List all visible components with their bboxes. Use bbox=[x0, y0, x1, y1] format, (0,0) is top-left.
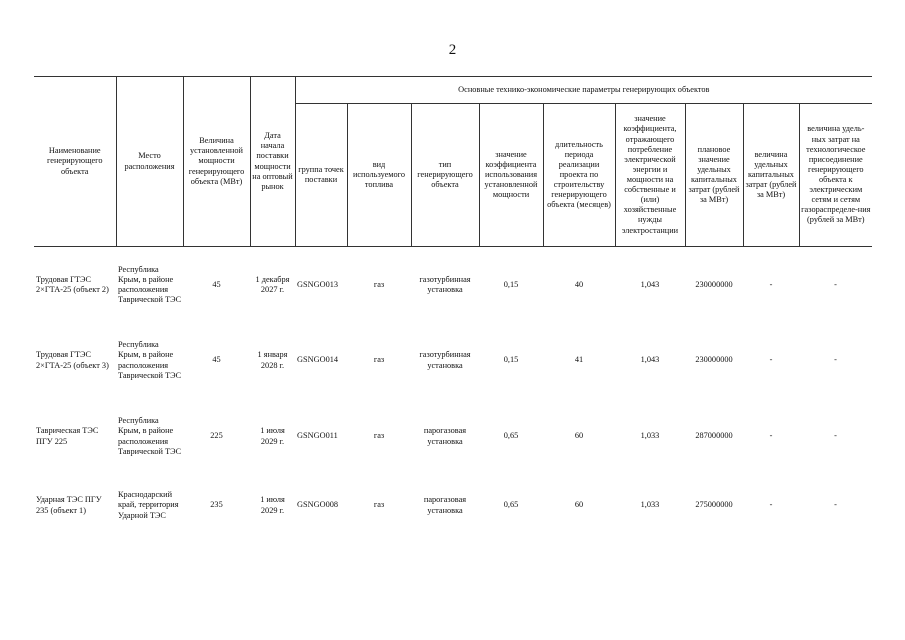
cell-duration: 40 bbox=[574, 279, 584, 289]
cell-location: Республика Крым, в районе расположения Таврической ТЭС bbox=[118, 264, 182, 304]
cell-name: Ударная ТЭС ПГУ 235 (объект 1) bbox=[36, 495, 102, 515]
cell-utilization: 0,15 bbox=[503, 279, 519, 289]
cell-coef-aux: 1,043 bbox=[640, 279, 660, 289]
cell-capacity: 225 bbox=[210, 431, 223, 441]
col-header-planned-costs: плановое значение удельных капитальных затрат (рублей за МВт) bbox=[685, 104, 743, 247]
cell-start-date: 1 июля 2029 г. bbox=[260, 495, 285, 515]
page-number: 2 bbox=[448, 42, 457, 58]
cell-utilization: 0,65 bbox=[503, 500, 519, 510]
col-header-start-date: Дата начала поставки мощности на оптовый рынок bbox=[250, 77, 295, 247]
cell-planned-costs: 287000000 bbox=[695, 431, 733, 441]
col-header-capacity: Величина установленной мощности генерирующего объекта (МВт) bbox=[183, 77, 250, 247]
cell-type: парогазовая установка bbox=[423, 426, 467, 446]
cell-duration: 60 bbox=[574, 431, 584, 441]
cell-capacity: 235 bbox=[210, 500, 223, 510]
cell-connection-costs: - bbox=[834, 431, 837, 441]
col-header-type: тип генерирующего объекта bbox=[411, 104, 479, 247]
cell-fuel: газ bbox=[373, 500, 385, 510]
cell-start-date: 1 июля 2029 г. bbox=[260, 426, 285, 446]
cell-capacity: 45 bbox=[212, 355, 221, 365]
col-header-group: Основные технико-экономические параметры генерирующих объектов bbox=[295, 77, 872, 104]
cell-connection-costs: - bbox=[834, 500, 837, 510]
cell-start-date: 1 января 2028 г. bbox=[257, 350, 288, 370]
col-header-name: Наименование генерирующего объекта bbox=[34, 77, 116, 247]
cell-planned-costs: 230000000 bbox=[695, 279, 733, 289]
cell-fuel: газ bbox=[373, 431, 385, 441]
cell-duration: 60 bbox=[574, 500, 584, 510]
cell-group-points: GSNGO011 bbox=[297, 431, 338, 441]
cell-utilization: 0,15 bbox=[503, 355, 519, 365]
cell-capacity: 45 bbox=[212, 279, 221, 289]
cell-utilization: 0,65 bbox=[503, 431, 519, 441]
col-header-location: Место расположения bbox=[116, 77, 183, 247]
cell-group-points: GSNGO014 bbox=[297, 355, 339, 365]
cell-planned-costs: 230000000 bbox=[695, 355, 733, 365]
table-row bbox=[34, 323, 872, 399]
cell-planned-costs: 275000000 bbox=[695, 500, 733, 510]
cell-connection-costs: - bbox=[834, 355, 837, 365]
cell-coef-aux: 1,033 bbox=[640, 500, 660, 510]
cell-capex: - bbox=[769, 279, 773, 289]
table-row bbox=[34, 247, 872, 323]
cell-duration: 41 bbox=[574, 355, 584, 365]
cell-location: Республика Крым, в районе расположения Таврической ТЭС bbox=[118, 340, 182, 380]
cell-start-date: 1 декабря 2027 г. bbox=[255, 274, 290, 294]
cell-name: Трудовая ГТЭС 2×ГТА-25 (объект 3) bbox=[36, 350, 109, 370]
generating-objects-table bbox=[34, 76, 872, 537]
cell-group-points: GSNGO013 bbox=[297, 279, 339, 289]
col-header-capex: величина удельных капитальных затрат (рублей за МВт) bbox=[743, 104, 799, 247]
cell-type: парогазовая установка bbox=[423, 495, 467, 515]
cell-location: Республика Крым, в районе расположения Таврической ТЭС bbox=[118, 416, 182, 456]
col-header-utilization: значение коэффициента использования установленной мощности bbox=[479, 104, 543, 247]
col-header-fuel: вид используемого топлива bbox=[347, 104, 411, 247]
cell-coef-aux: 1,043 bbox=[640, 355, 660, 365]
col-header-connection-costs: величина удель-ных затрат на технологическое присоединение генерирующего объекта к электрическим сетям и сетям газораспределе-ния (рублей за МВт) bbox=[799, 104, 872, 247]
cell-group-points: GSNGO008 bbox=[297, 500, 339, 510]
cell-fuel: газ bbox=[373, 279, 385, 289]
cell-connection-costs: - bbox=[834, 279, 837, 289]
table-row bbox=[34, 399, 872, 475]
cell-coef-aux: 1,033 bbox=[640, 431, 660, 441]
col-header-coef-aux: значение коэффициента, отражающего потребление электрической энергии и мощности на собственные и (или) хозяйственные нужды электростанции bbox=[615, 104, 685, 247]
cell-location: Краснодарский край, территория Ударной ТЭС bbox=[118, 490, 179, 520]
cell-capex: - bbox=[769, 500, 773, 510]
col-header-duration: длительность периода реализации проекта по строительству генерирующего объекта (месяцев) bbox=[543, 104, 615, 247]
cell-type: газотурбинная установка bbox=[419, 274, 471, 294]
cell-name: Трудовая ГТЭС 2×ГТА-25 (объект 2) bbox=[36, 274, 109, 294]
cell-capex: - bbox=[769, 431, 773, 441]
cell-type: газотурбинная установка bbox=[419, 350, 471, 370]
cell-name: Таврическая ТЭС ПГУ 225 bbox=[36, 426, 99, 446]
header-row-top bbox=[34, 77, 872, 104]
cell-capex: - bbox=[769, 355, 773, 365]
col-header-group-points: группа точек поставки bbox=[295, 104, 347, 247]
cell-fuel: газ bbox=[373, 355, 385, 365]
table-row bbox=[34, 475, 872, 537]
